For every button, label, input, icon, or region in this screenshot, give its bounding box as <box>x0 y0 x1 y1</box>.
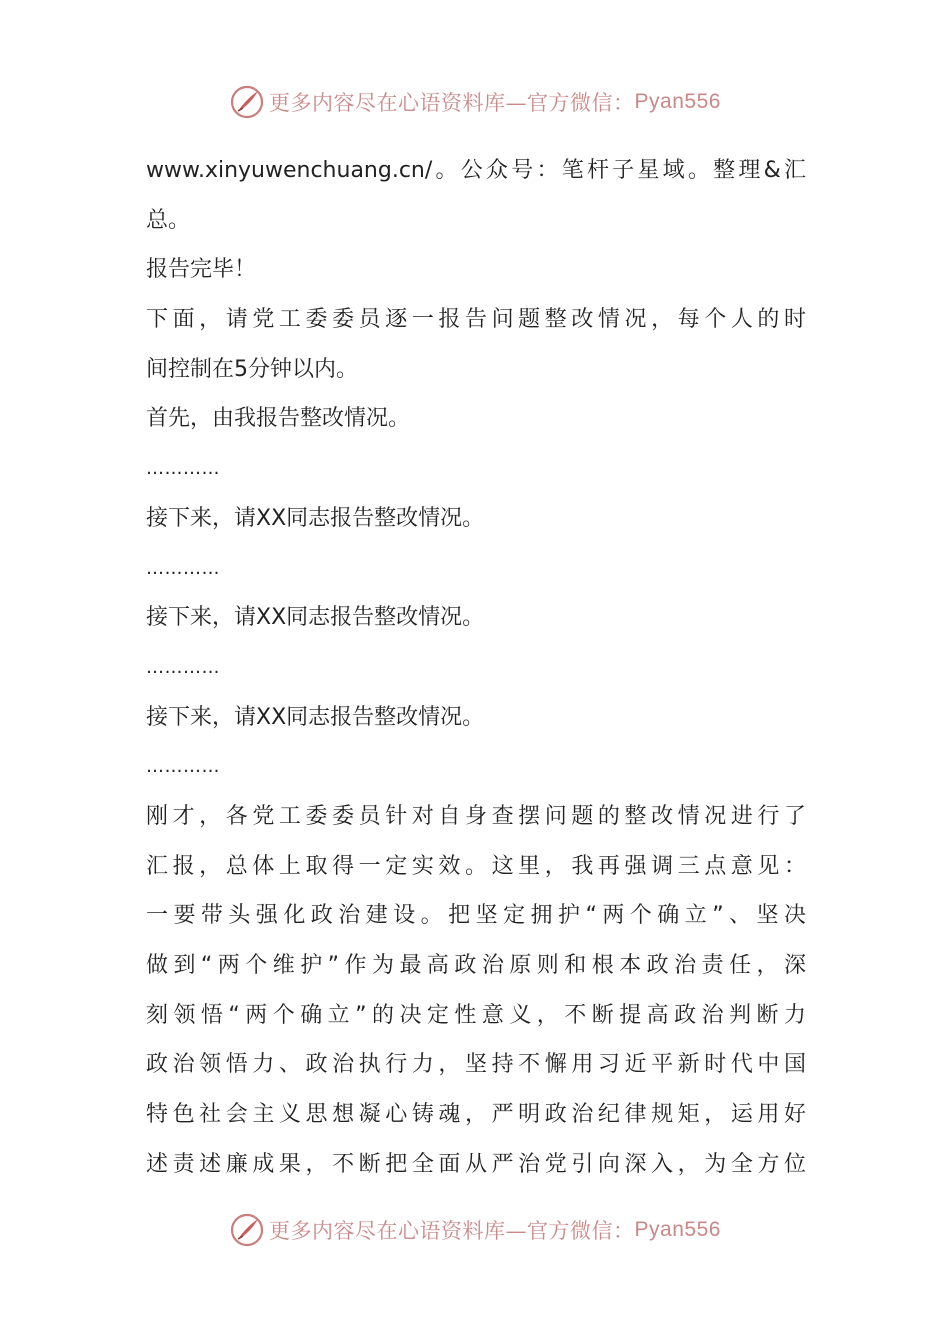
text-line: 特色社会主义思想凝心铸魂，严明政治纪律规矩，运用好 <box>146 1102 806 1128</box>
text-line: 政治领悟力、政治执行力，坚持不懈用习近平新时代中国 <box>146 1052 806 1078</box>
text-line: 接下来，请XX同志报告整改情况。 <box>146 704 485 730</box>
text-line: 刻领悟“两个确立”的决定性意义，不断提高政治判断力 <box>146 1002 806 1028</box>
text-line: 一要带头强化政治建设。把坚定拥护“两个确立”、坚决 <box>146 903 806 929</box>
watermark-text: 更多内容尽在心语资料库—官方微信： <box>269 1219 635 1243</box>
text-line: 总。 <box>146 207 191 233</box>
text-line: 做到“两个维护”作为最高政治原则和根本政治责任，深 <box>146 953 806 978</box>
ellipsis-line: ………… <box>146 756 220 778</box>
watermark-text: 更多内容尽在心语资料库—官方微信： <box>269 91 635 115</box>
text-line: 刚才，各党工委委员针对自身查摆问题的整改情况进行了 <box>146 803 806 829</box>
header-watermark <box>0 82 950 122</box>
text-line: 接下来，请XX同志报告整改情况。 <box>146 505 485 531</box>
text-line: 报告完毕！ <box>146 257 257 283</box>
text-line: 间控制在5分钟以内。 <box>146 356 358 382</box>
ellipsis-line: ………… <box>146 458 220 480</box>
text-line: 汇报，总体上取得一定实效。这里，我再强调三点意见： <box>146 853 806 879</box>
text-line: 接下来，请XX同志报告整改情况。 <box>146 605 485 631</box>
watermark-wechat-id: Pyan556 <box>634 1218 721 1241</box>
ellipsis-line: ………… <box>146 656 220 678</box>
footer-watermark <box>0 1210 950 1250</box>
quill-pen-logo-icon <box>229 84 265 120</box>
text-line: 下面，请党工委委员逐一报告问题整改情况，每个人的时 <box>146 307 806 333</box>
document-body <box>146 146 806 1189</box>
text-line: 首先，由我报告整改情况。 <box>146 406 411 432</box>
quill-pen-logo-icon <box>229 1212 265 1248</box>
watermark-wechat-id: Pyan556 <box>634 90 721 113</box>
text-line: 述责述廉成果，不断把全面从严治党引向深入，为全方位 <box>146 1151 806 1177</box>
ellipsis-line: ………… <box>146 557 220 579</box>
text-line: www.xinyuwenchuang.cn/。公众号：笔杆子星域。整理&汇 <box>146 158 806 183</box>
